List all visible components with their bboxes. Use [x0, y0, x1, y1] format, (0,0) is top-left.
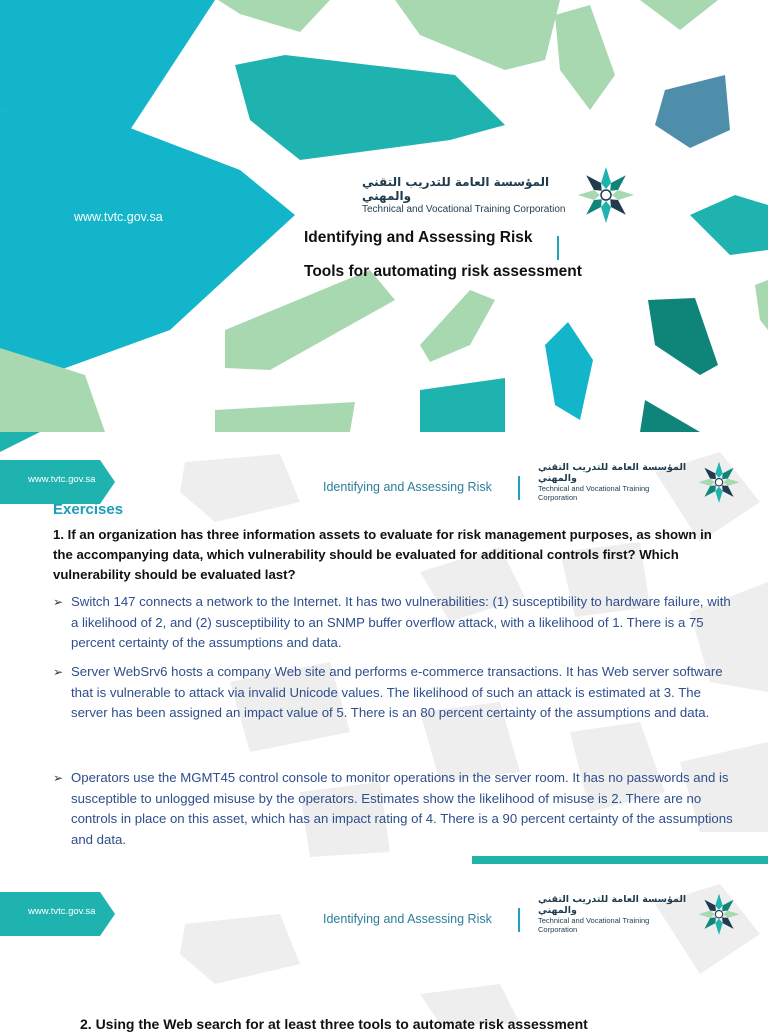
header-separator [518, 476, 520, 500]
org-name-english: Technical and Vocational Training Corporation [362, 204, 566, 216]
title-slide [0, 0, 768, 432]
header-title: Identifying and Assessing Risk [323, 480, 492, 494]
org-emblem-icon [575, 162, 637, 230]
bullet-arrow-icon: ➢ [53, 595, 64, 609]
org-name-arabic: المؤسسة العامة للتدريب التقني والمهني [538, 462, 687, 485]
org-name [538, 895, 690, 934]
bullet-text: Operators use the MGMT45 control console to monitor operations in the server room. It has no passwords and is susceptible to unlogged misuse by the operators. Estimates show the likelihood of misuse is 2. There are no controls in place on this asset, which has an impact rating of 4. There is a 90 percent certainty of the assumptions and data. [71, 770, 733, 847]
next-question-cut: 2. Using the Web search for at least three tools to automate risk assessment [80, 1016, 588, 1032]
bg-shape-green-mid [395, 0, 560, 70]
org-name-english: Technical and Vocational Training Corporation [538, 484, 650, 502]
next-slide [0, 864, 768, 1024]
list-item [53, 768, 733, 850]
org-name [538, 463, 690, 502]
exercises-heading: Exercises [53, 501, 124, 518]
bullet-text: Server WebSrv6 hosts a company Web site and performs e-commerce transactions. It has Web server software that is vulnerable to attack via invalid Unicode values. The likelihood of such an attack is estimated at 3. The server has been assigned an impact value of 5. There is an 80 percent certainty of the assumptions and data. [71, 664, 723, 720]
bg-shape-green-top [218, 0, 330, 32]
org-name-arabic: المؤسسة العامة للتدريب التقني والمهني [538, 894, 687, 917]
bg-shape-teal-right [690, 195, 768, 255]
bg-shape-green-small [420, 290, 495, 362]
bg-shape-green-corner [640, 0, 718, 30]
org-name-arabic: المؤسسة العامة للتدريب التقني والمهني [362, 175, 550, 204]
org-logo [538, 458, 742, 508]
bg-shape-teal-bottom [420, 378, 505, 432]
bg-shape-green-right [755, 280, 768, 330]
bg-shape-cyan-large [0, 0, 215, 130]
bg-shape-dark-teal-bottom [640, 400, 700, 432]
bg-shape-green-bottom [215, 402, 355, 432]
bg-shape-green-drop [555, 5, 615, 110]
org-emblem-icon [696, 890, 742, 940]
org-emblem-icon [696, 458, 742, 508]
org-logo [362, 162, 637, 230]
bg-shape-cyan-drop [545, 322, 593, 420]
footer-accent-bar [472, 856, 768, 864]
bullet-arrow-icon: ➢ [53, 665, 64, 679]
org-logo [538, 890, 742, 940]
exercise-question: 1. If an organization has three information assets to evaluate for risk management purposes, as shown in the accompanying data, which vulnerability should be evaluated for additional controls first? Which vulnerability should be evaluated last? [53, 527, 712, 582]
list-item [53, 662, 733, 724]
website-url[interactable]: www.tvtc.gov.sa [28, 474, 96, 485]
org-name [362, 176, 567, 215]
header-title: Identifying and Assessing Risk [323, 912, 492, 926]
header-separator [518, 908, 520, 932]
slide-subtitle: Tools for automating risk assessment [304, 263, 582, 280]
list-item [53, 592, 733, 654]
bullet-arrow-icon: ➢ [53, 771, 64, 785]
bg-shape-dark-teal [648, 298, 718, 375]
website-url[interactable]: www.tvtc.gov.sa [74, 210, 163, 224]
bg-shape-green-left [225, 270, 395, 370]
title-separator [557, 236, 559, 260]
bg-shape-steel [655, 75, 730, 148]
corner-shape-teal [0, 432, 40, 452]
slide-title: Identifying and Assessing Risk [304, 229, 533, 246]
watermark-background [0, 864, 768, 1024]
website-url[interactable]: www.tvtc.gov.sa [28, 906, 96, 917]
bullet-text: Switch 147 connects a network to the Internet. It has two vulnerabilities: (1) susceptibility to hardware failure, with a likelihood of 2, and (2) susceptibility to an SNMP buffer overflow attack, with a likelihood of 1. There is a 75 percent certainty of the assumptions and data. [71, 594, 731, 650]
org-name-english: Technical and Vocational Training Corporation [538, 916, 650, 934]
bg-shape-teal-top [235, 55, 505, 160]
